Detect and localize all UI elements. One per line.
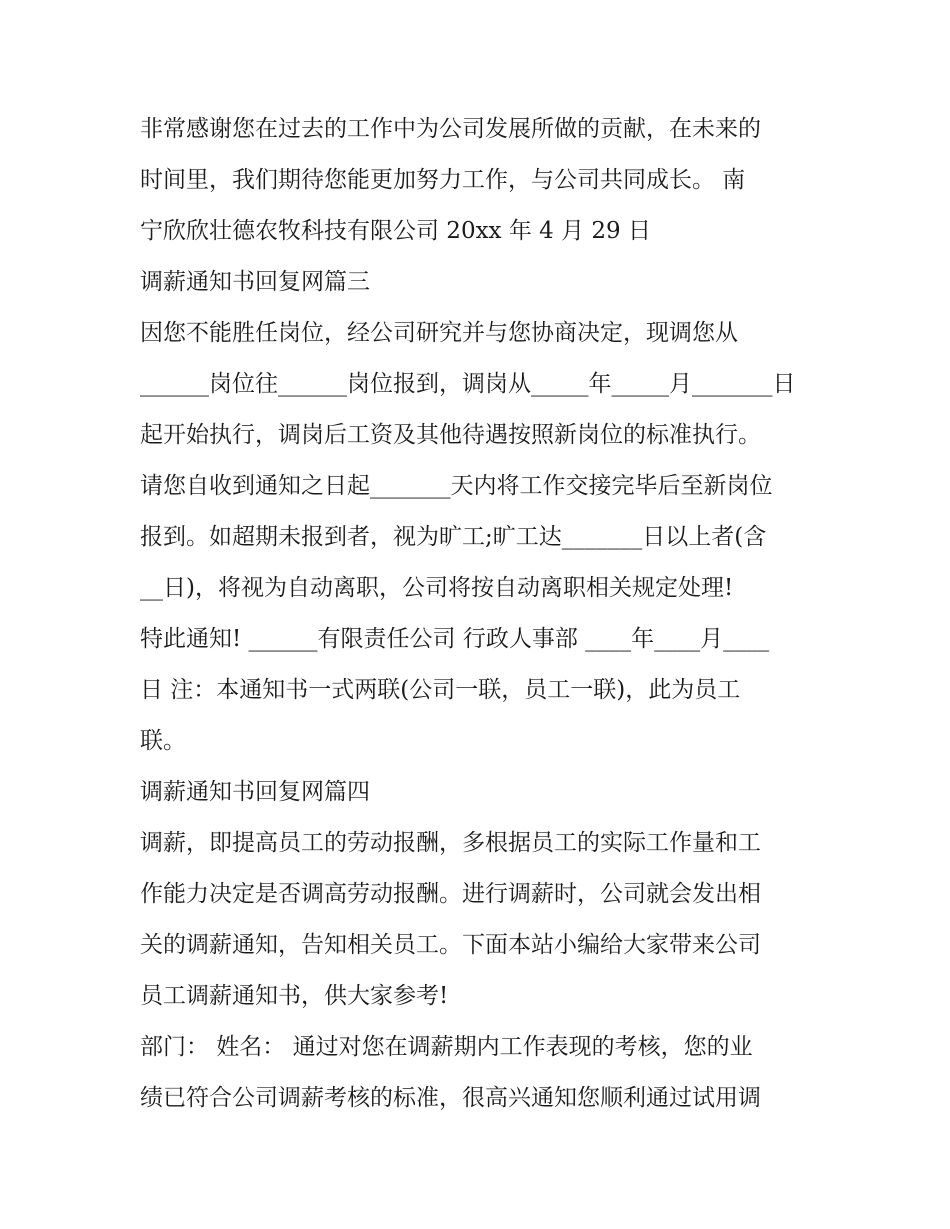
paragraph-line-11: 特此通知! ______有限责任公司 行政人事部 ____年____月____ <box>140 626 770 652</box>
paragraph-line-9: 报到。如超期未报到者，视为旷工;旷工达_______日以上者(含 <box>140 524 767 550</box>
paragraph-line-17: 关的调薪通知，告知相关员工。下面本站小编给大家带来公司 <box>140 932 761 958</box>
paragraph-line-12: 日 注：本通知书一式两联(公司一联，员工一联)，此为员工 <box>140 677 741 703</box>
paragraph-line-18: 员工调薪通知书，供大家参考! <box>140 983 449 1009</box>
paragraph-line-10: __日)，将视为自动离职，公司将按自动离职相关规定处理! <box>140 575 734 601</box>
paragraph-line-16: 作能力决定是否调高劳动报酬。进行调薪时，公司就会发出相 <box>140 881 761 907</box>
paragraph-line-1: 非常感谢您在过去的工作中为公司发展所做的贡献，在未来的 <box>140 116 761 142</box>
paragraph-line-13: 联。 <box>140 728 186 754</box>
paragraph-line-7: 起开始执行，调岗后工资及其他待遇按照新岗位的标准执行。 <box>140 422 761 448</box>
paragraph-line-15: 调薪，即提高员工的劳动报酬，多根据员工的实际工作量和工 <box>140 830 761 856</box>
paragraph-line-2: 时间里，我们期待您能更加努力工作，与公司共同成长。 南 <box>140 167 746 193</box>
document-body <box>140 104 820 1124</box>
paragraph-line-19: 部门： 姓名： 通过对您在调薪期内工作表现的考核，您的业 <box>140 1034 753 1060</box>
paragraph-line-3: 宁欣欣壮德农牧科技有限公司 20xx 年 4 月 29 日 <box>140 218 651 244</box>
section-heading-4: 调薪通知书回复网篇四 <box>140 779 370 805</box>
paragraph-line-8: 请您自收到通知之日起_______天内将工作交接完毕后至新岗位 <box>140 473 773 499</box>
paragraph-line-20: 绩已符合公司调薪考核的标准，很高兴通知您顺利通过试用调 <box>140 1085 761 1111</box>
section-heading-3: 调薪通知书回复网篇三 <box>140 269 370 295</box>
paragraph-line-6: ______岗位往______岗位报到，调岗从_____年_____月_______日 <box>140 371 796 397</box>
paragraph-line-5: 因您不能胜任岗位，经公司研究并与您协商决定，现调您从 <box>140 320 738 346</box>
